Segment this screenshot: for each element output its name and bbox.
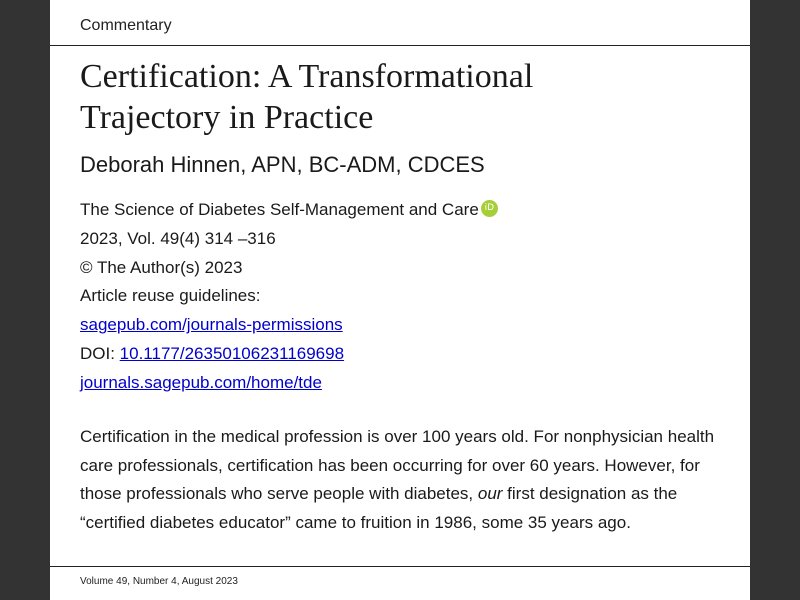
section-label: Commentary [80, 17, 172, 34]
header-divider [50, 45, 750, 46]
paragraph-emphasis: our [477, 484, 503, 503]
paragraph-text-1: Certification in the medical profession is over 100 years old. For nonphysician health care professionals, certification has been occurring for over 60 years. However, for those professionals who serve people with diabetes, [80, 427, 715, 503]
page-footer: Volume 49, Number 4, August 2023 [80, 576, 238, 587]
journal-name: The Science of Diabetes Self-Management and Care [80, 200, 479, 219]
volume-line: 2023, Vol. 49(4) 314 –316 [80, 228, 276, 248]
doi-line [80, 340, 720, 369]
title-line-1: Certification: A Transformational [80, 58, 534, 95]
reuse-label: Article reuse guidelines: [80, 286, 261, 306]
document-page [50, 0, 750, 600]
journal-line [80, 196, 720, 225]
reuse-link[interactable]: sagepub.com/journals-permissions [80, 315, 343, 335]
copyright-line: © The Author(s) 2023 [80, 257, 243, 277]
journal-home-link[interactable]: journals.sagepub.com/home/tde [80, 372, 322, 392]
article-title [80, 56, 720, 138]
doi-link[interactable]: 10.1177/26350106231169698 [119, 343, 345, 363]
body-paragraph [80, 423, 720, 547]
orcid-icon[interactable]: iD [481, 200, 498, 217]
footer-divider [50, 566, 750, 567]
author-line: Deborah Hinnen, APN, BC-ADM, CDCES [80, 152, 485, 177]
reuse-line [80, 311, 720, 340]
article-metadata [80, 196, 720, 398]
journal-home-line [80, 369, 720, 398]
title-line-2: Trajectory in Practice [80, 99, 374, 136]
doi-label: DOI: [80, 343, 120, 363]
paragraph-text-2: first designation as the “certified diabetes educator” came to fruition in 1986, some 35 years ago. [80, 484, 678, 532]
